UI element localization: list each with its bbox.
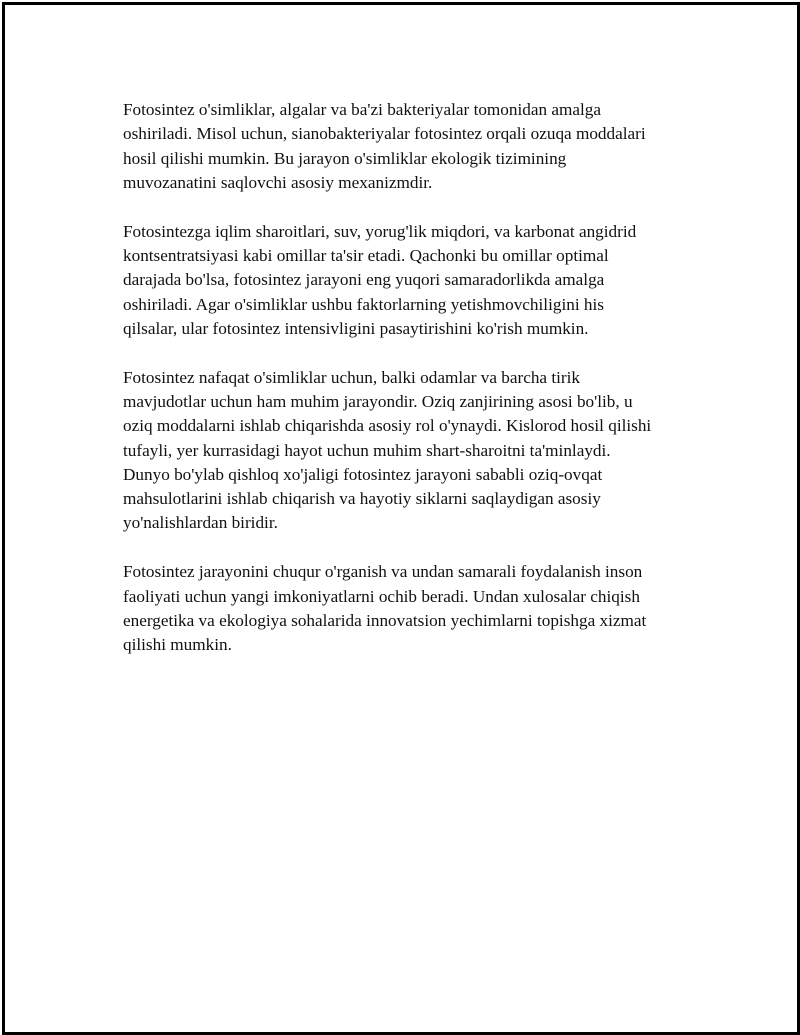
text-line: qilsalar, ular fotosintez intensivligini pasaytirishini ko'rish mumkin.	[123, 318, 589, 338]
text-line: oshiriladi. Misol uchun, sianobakteriyalar fotosintez orqali ozuqa moddalari	[123, 124, 646, 144]
paragraph-1	[123, 98, 703, 195]
text-line: tufayli, yer kurrasidagi hayot uchun muhim shart-sharoitni ta'minlaydi.	[123, 440, 611, 460]
text-line: hosil qilishi mumkin. Bu jarayon o'simliklar ekologik tizimining	[123, 148, 567, 168]
text-line: Fotosintez nafaqat o'simliklar uchun, balki odamlar va barcha tirik	[123, 367, 580, 387]
text-line: muvozanatini saqlovchi asosiy mexanizmdir.	[123, 172, 433, 192]
page-frame	[2, 2, 800, 1035]
text-line: faoliyati uchun yangi imkoniyatlarni ochib beradi. Undan xulosalar chiqish	[123, 586, 640, 606]
text-line: Fotosintez jarayonini chuqur o'rganish va undan samarali foydalanish inson	[123, 562, 643, 582]
text-line: oshiriladi. Agar o'simliklar ushbu faktorlarning yetishmovchiligini his	[123, 294, 604, 314]
text-line: oziq moddalarni ishlab chiqarishda asosiy rol o'ynaydi. Kislorod hosil qilishi	[123, 416, 652, 436]
text-line: Fotosintezga iqlim sharoitlari, suv, yorug'lik miqdori, va karbonat angidrid	[123, 221, 637, 241]
text-line: mahsulotlarini ishlab chiqarish va hayotiy siklarni saqlaydigan asosiy	[123, 489, 601, 509]
text-line: mavjudotlar uchun ham muhim jarayondir. Oziq zanjirining asosi bo'lib, u	[123, 391, 633, 411]
text-line: energetika va ekologiya sohalarida innovatsion yechimlarni topishga xizmat	[123, 610, 647, 630]
text-line: kontsentratsiyasi kabi omillar ta'sir etadi. Qachonki bu omillar optimal	[123, 245, 609, 265]
text-line: darajada bo'lsa, fotosintez jarayoni eng yuqori samaradorlikda amalga	[123, 270, 605, 290]
paragraph-3	[123, 366, 703, 536]
text-line: Fotosintez o'simliklar, algalar va ba'zi bakteriyalar tomonidan amalga	[123, 100, 602, 119]
text-line: yo'nalishlardan biridir.	[123, 513, 278, 533]
text-line: qilishi mumkin.	[123, 635, 232, 655]
paragraph-4	[123, 560, 703, 657]
document-body	[123, 98, 703, 682]
paragraph-2	[123, 220, 703, 341]
text-line: Dunyo bo'ylab qishloq xo'jaligi fotosintez jarayoni sababli oziq-ovqat	[123, 464, 603, 484]
